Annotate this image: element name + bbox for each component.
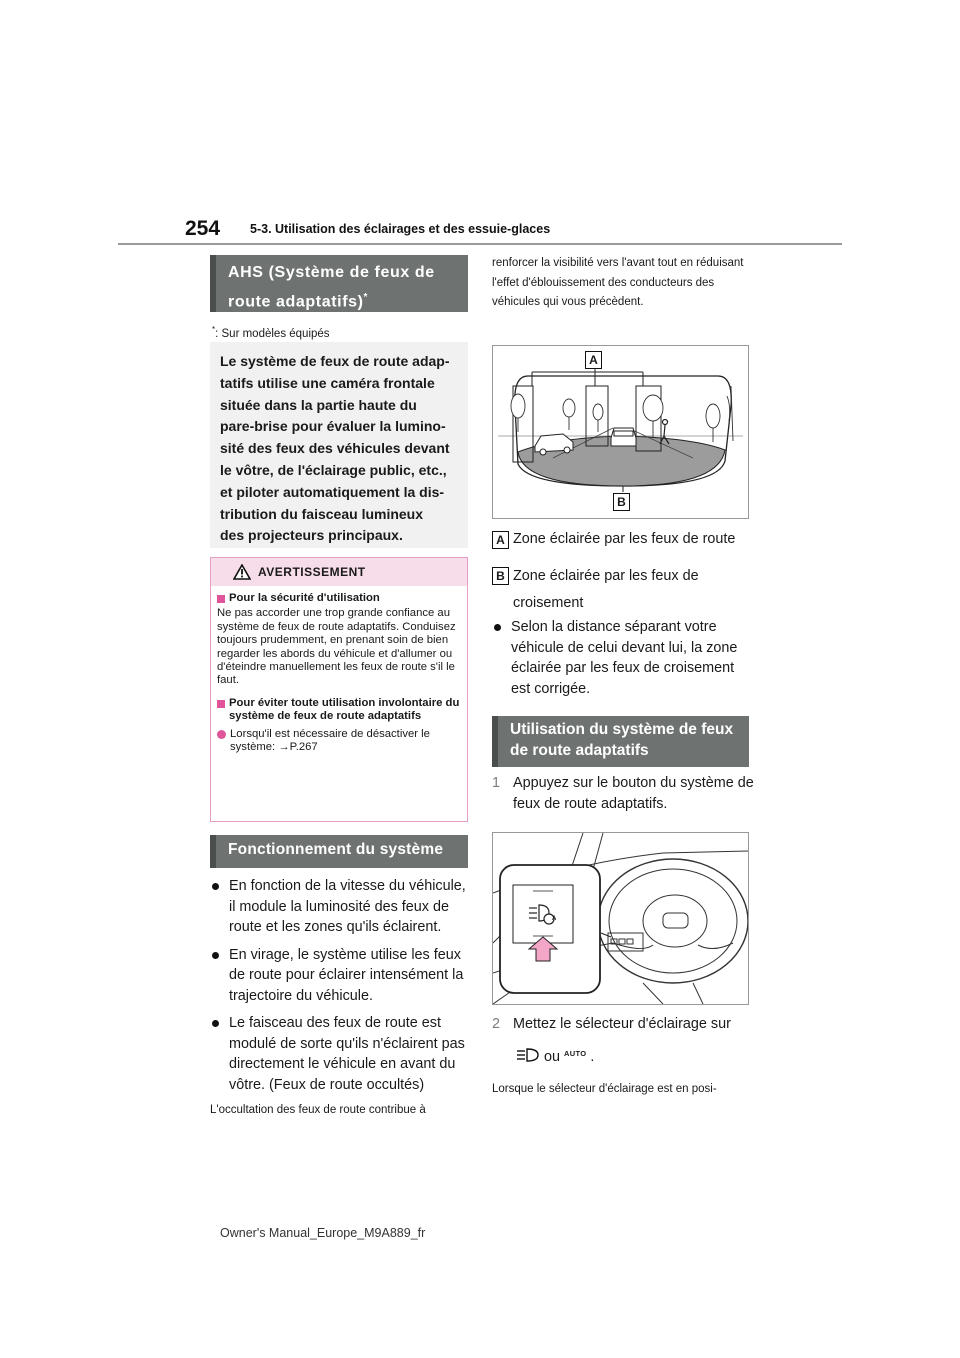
ahs-heading-line2: route adaptatifs) [228, 293, 364, 311]
warning-text: Ne pas accorder une trop grande confiance au système de feux de route adaptatifs. Conduisez toujours prudemment, en prenant soin de bien regarder les abords du véhicule et d'allumer ou d'éteindre manuellement les feux de route s'il le faut. [217, 607, 456, 687]
warning-item: Lorsqu'il est nécessaire de désactiver le système: →P.267 [217, 728, 461, 755]
switch-a-label: A [552, 916, 557, 922]
bottom-note: Lorsque le sélecteur d'éclairage est en posi- [492, 1083, 717, 1095]
warning-box [210, 557, 468, 822]
step-text: Appuyez sur le bouton du système de feux de route adaptatifs. [513, 775, 754, 812]
intro-line: Le système de feux de route adap- [220, 353, 450, 369]
intro-line: située dans la partie haute du [220, 396, 417, 413]
warning-triangle-icon [233, 564, 251, 585]
ahs-heading-line1: AHS (Système de feux de [228, 264, 435, 281]
section-header: 5-3. Utilisation des éclairages et des essuie-glaces [250, 222, 551, 236]
pink-dot-icon [217, 730, 226, 739]
small-note: L'occultation des feux de route contribue à [210, 1104, 426, 1116]
auto-icon: AUTO [564, 1048, 587, 1058]
label-a-text: Zone éclairée par les feux de route [513, 531, 736, 547]
bullet-icon [494, 624, 501, 631]
step-2-icons: ou AUTO . [516, 1047, 594, 1067]
label-b-row [492, 563, 742, 617]
right-intro-text: renforcer la visibilité vers l'avant tout en réduisant l'effet d'éblouissement des conducteurs des véhicules qui vous précèdent. [492, 257, 744, 309]
list-item: Selon la distance séparant votre véhicule de celui devant lui, la zone éclairée par les feux de croisement est corrigée. [492, 617, 754, 699]
dashboard-switch-figure [492, 832, 749, 1005]
intro-line: sité des feux des véhicules devant [220, 440, 450, 457]
bullet-icon [212, 952, 219, 959]
warning-title: AVERTISSEMENT [258, 565, 366, 579]
label-a-row [492, 531, 754, 549]
bullet-icon [212, 1020, 219, 1027]
fonctionnement-heading: Fonctionnement du système [210, 835, 468, 868]
intro-line: des projecteurs principaux. [220, 527, 403, 544]
list-item: Le faisceau des feux de route est modulé de sorte qu'ils n'éclairent pas directement le véhicule en avant du vôtre. (Feux de route occultés) [210, 1013, 470, 1095]
list-item: En fonction de la vitesse du véhicule, il module la luminosité des feux de route et les zones qu'ils éclairent. [210, 876, 470, 938]
footnote-mark: * [212, 325, 216, 334]
warning-header [211, 558, 467, 586]
figure-label-b: B [613, 493, 630, 511]
utilisation-heading: Utilisation du système de feux de route adaptatifs [492, 716, 749, 767]
figure-label-a: A [585, 351, 602, 369]
label-b-text: Zone éclairée par les feux de croisement [513, 568, 699, 611]
bullet-icon [212, 883, 219, 890]
or-text: ou [544, 1049, 561, 1065]
pink-square-icon [217, 595, 225, 603]
intro-box [210, 342, 468, 548]
intro-line: et piloter automatiquement la dis- [220, 483, 445, 500]
step-text: Mettez le sélecteur d'éclairage sur [513, 1016, 731, 1032]
step-1 [492, 773, 754, 815]
step-2 [492, 1014, 754, 1035]
headlight-zones-figure [492, 345, 749, 519]
intro-line: tatifs utilise une caméra frontale [220, 374, 435, 391]
warning-subheading: Pour éviter toute utilisation involontaire du système de feux de route adaptatifs [217, 697, 461, 724]
warning-subheading: Pour la sécurité d'utilisation [217, 592, 461, 605]
intro-line: pare-brise pour évaluer la lumino- [220, 418, 446, 435]
step-number: 1 [492, 775, 501, 791]
header-divider [118, 243, 842, 245]
left-bullet-list [210, 876, 470, 1118]
footnote-text: : Sur modèles équipés [215, 327, 330, 340]
label-b-box: B [492, 567, 509, 585]
step-number: 2 [492, 1016, 501, 1032]
intro-line: le vôtre, de l'éclairage public, etc., [220, 461, 447, 478]
ahs-heading [210, 255, 468, 312]
right-bullet [492, 617, 754, 706]
label-a-box: A [492, 531, 509, 549]
footer-text: Owner's Manual_Europe_M9A889_fr [220, 1226, 426, 1240]
footnote [212, 325, 330, 340]
page-number: 254 [185, 217, 221, 240]
pink-square-icon [217, 700, 225, 708]
ahs-heading-mark: * [363, 292, 369, 303]
intro-line: tribution du faisceau lumineux [220, 505, 424, 522]
list-item: En virage, le système utilise les feux de route pour éclairer intensément la trajectoire du véhicule. [210, 945, 470, 1007]
headlight-icon [516, 1047, 540, 1067]
